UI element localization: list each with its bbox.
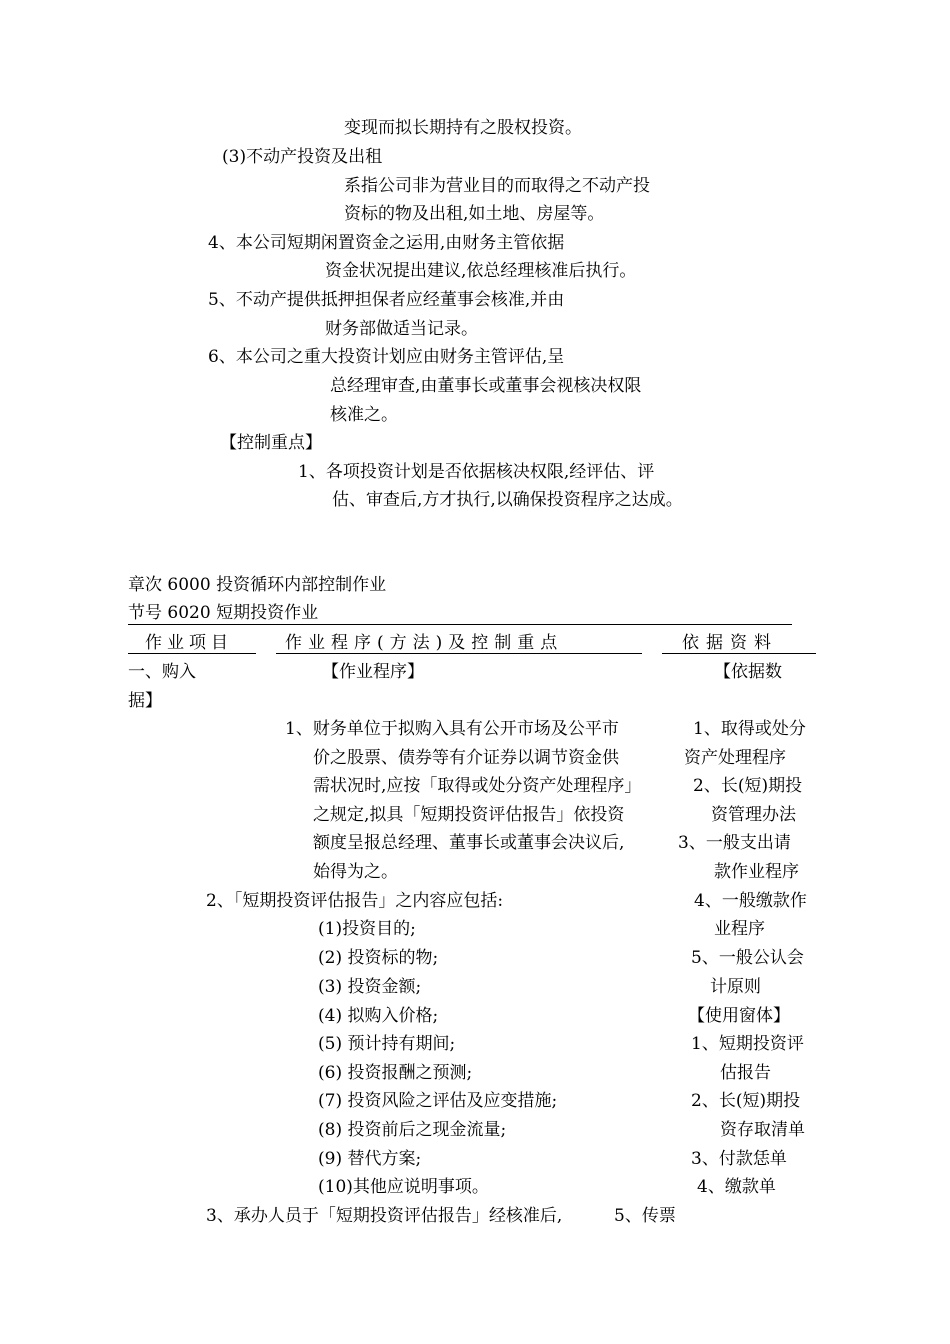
- step-2-item: (2) 投资标的物;: [318, 948, 439, 968]
- item-6: 6、本公司之重大投资计划应由财务主管评估,呈: [208, 347, 565, 367]
- step-2-item: (7) 投资风险之评估及应变措施;: [318, 1091, 558, 1111]
- step-2-item: (8) 投资前后之现金流量;: [318, 1120, 507, 1140]
- form-item-line: 资存取清单: [720, 1120, 805, 1140]
- text-line: 财务部做适当记录。: [325, 319, 478, 339]
- step-2-item: (5) 预计持有期间;: [318, 1034, 456, 1054]
- control-point-1: 1、各项投资计划是否依据核决权限,经评估、评: [298, 462, 655, 482]
- basis-ref-line: 业程序: [714, 919, 765, 939]
- forms-heading: 【使用窗体】: [688, 1006, 790, 1026]
- column-header-work-item: 作业项目: [145, 633, 233, 653]
- form-item: 3、付款恁单: [691, 1149, 787, 1169]
- step-1-line: 需状况时,应按「取得或处分资产处理程序」: [313, 776, 642, 796]
- form-item-line: 估报告: [720, 1063, 771, 1083]
- step-2-item: (10)其他应说明事项。: [318, 1177, 489, 1197]
- text-line: 估、审查后,方才执行,以确保投资程序之达成。: [332, 490, 683, 510]
- item-3-title: (3)不动产投资及出租: [222, 147, 383, 167]
- basis-ref: 2、长(短)期投: [693, 776, 803, 796]
- text-line: 系指公司非为营业目的而取得之不动产投: [344, 176, 650, 196]
- control-points-heading: 【控制重点】: [220, 433, 322, 453]
- item-4: 4、本公司短期闲置资金之运用,由财务主管依据: [208, 233, 565, 253]
- step-2-item: (3) 投资金额;: [318, 977, 422, 997]
- step-1-line: 始得为之。: [313, 862, 398, 882]
- text-line: 变现而拟长期持有之股权投资。: [344, 118, 582, 138]
- procedure-heading: 【作业程序】: [322, 662, 424, 682]
- header-underline: [662, 653, 816, 654]
- basis-ref: 1、取得或处分: [693, 719, 806, 739]
- section-line: 节号 6020 短期投资作业: [128, 603, 319, 623]
- text-line: 资标的物及出租,如土地、房屋等。: [344, 204, 605, 224]
- basis-ref-line: 资产处理程序: [684, 748, 786, 768]
- form-item: 1、短期投资评: [691, 1034, 804, 1054]
- step-1: 1、财务单位于拟购入具有公开市场及公平市: [285, 719, 619, 739]
- form-item: 4、缴款单: [697, 1177, 776, 1197]
- step-2-item: (6) 投资报酬之预测;: [318, 1063, 473, 1083]
- step-2-item: (4) 拟购入价格;: [318, 1006, 439, 1026]
- basis-heading: 【依据数: [714, 662, 782, 682]
- step-1-line: 之规定,拟具「短期投资评估报告」依投资: [313, 805, 625, 825]
- basis-ref: 4、一般缴款作: [694, 891, 807, 911]
- basis-ref-line: 计原则: [710, 977, 761, 997]
- step-2-item: (9) 替代方案;: [318, 1149, 422, 1169]
- step-3: 3、承办人员于「短期投资评估报告」经核准后,: [206, 1206, 563, 1226]
- text-line: 总经理审查,由董事长或董事会视核决权限: [330, 376, 642, 396]
- section-rule: [128, 624, 792, 625]
- column-header-procedure: 作业程序(方法)及控制重点: [285, 633, 564, 653]
- column-header-basis: 依据资料: [682, 633, 778, 653]
- text-line: 资金状况提出建议,依总经理核准后执行。: [325, 261, 637, 281]
- basis-ref: 5、一般公认会: [691, 948, 804, 968]
- header-underline: [128, 653, 256, 654]
- basis-ref-line: 资管理办法: [711, 805, 796, 825]
- form-item: 2、长(短)期投: [691, 1091, 801, 1111]
- step-2-item: (1)投资目的;: [318, 919, 416, 939]
- step-1-line: 额度呈报总经理、董事长或董事会决议后,: [313, 833, 625, 853]
- basis-ref-line: 款作业程序: [714, 862, 799, 882]
- chapter-line: 章次 6000 投资循环内部控制作业: [128, 575, 387, 595]
- basis-heading-continued: 据】: [128, 691, 162, 711]
- basis-ref: 3、一般支出请: [678, 833, 791, 853]
- work-item-purchase: 一、购入: [128, 662, 196, 682]
- step-1-line: 价之股票、债券等有介证券以调节资金供: [313, 748, 619, 768]
- header-underline: [276, 653, 642, 654]
- form-item: 5、传票: [614, 1206, 676, 1226]
- text-line: 核准之。: [330, 405, 398, 425]
- item-5: 5、不动产提供抵押担保者应经董事会核准,并由: [208, 290, 565, 310]
- step-2: 2、「短期投资评估报告」之内容应包括:: [206, 891, 504, 911]
